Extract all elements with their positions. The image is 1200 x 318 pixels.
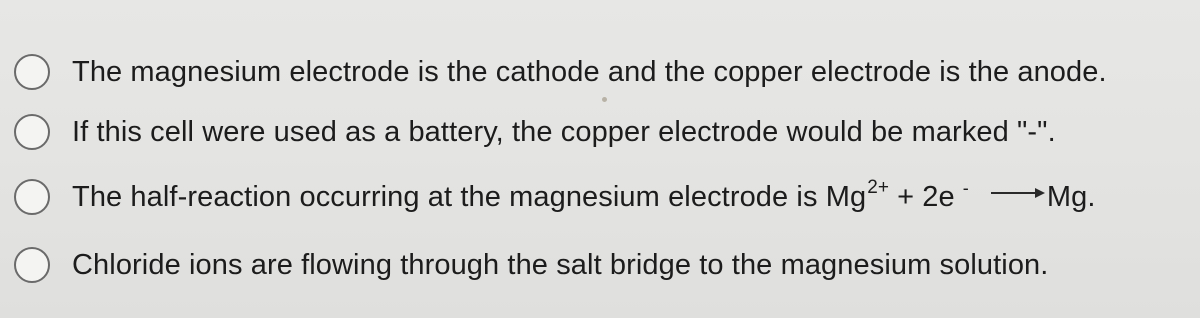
radio-button[interactable] [14, 114, 50, 150]
half-reaction-product: Mg. [1046, 180, 1096, 213]
option-label: Chloride ions are flowing through the salt bridge to the magnesium solution. [72, 248, 1049, 281]
electron-term: + 2e [897, 180, 955, 213]
ion-charge: 2+ [867, 176, 890, 198]
radio-button[interactable] [14, 54, 50, 90]
option-label: The magnesium electrode is the cathode and the copper electrode is the anode. [72, 55, 1107, 88]
option-battery-marking[interactable] [14, 114, 1056, 150]
option-half-reaction[interactable] [14, 176, 1096, 215]
option-label [72, 176, 1096, 214]
half-reaction-prefix: The half-reaction occurring at the magnesium electrode is Mg [72, 180, 867, 213]
option-chloride-flow[interactable] [14, 247, 1048, 283]
radio-button[interactable] [14, 247, 50, 283]
option-cathode-anode[interactable] [14, 54, 1107, 90]
dust-speck [602, 97, 607, 102]
radio-button[interactable] [14, 179, 50, 215]
option-label: If this cell were used as a battery, the copper electrode would be marked "-". [72, 115, 1056, 148]
reaction-arrow-icon [991, 188, 1045, 198]
electron-charge: - [962, 177, 969, 198]
